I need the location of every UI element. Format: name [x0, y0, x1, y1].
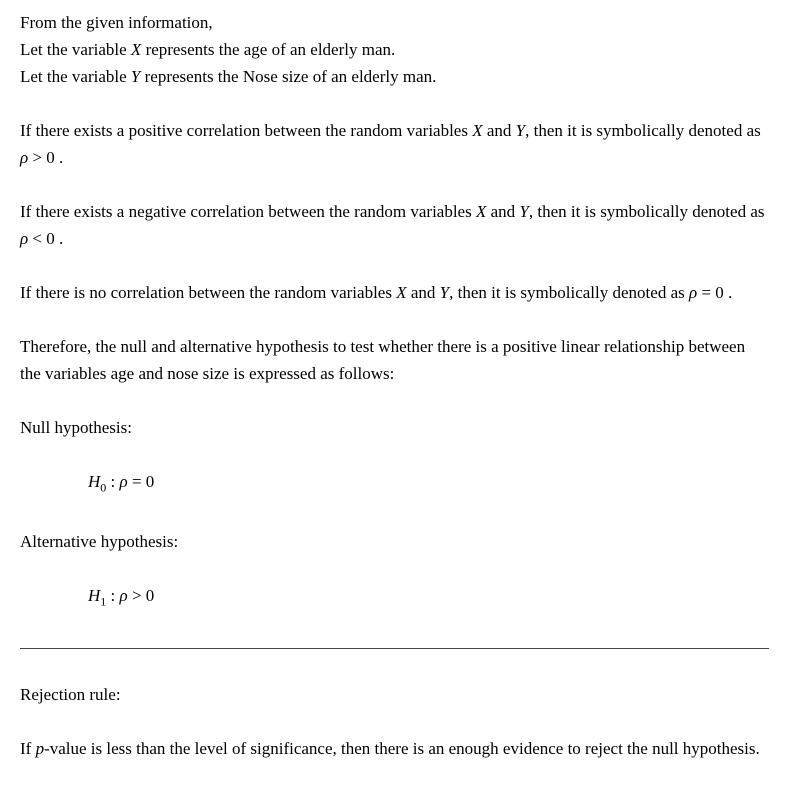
var-x: X: [475, 202, 487, 221]
null-hypothesis-label: Null hypothesis:: [20, 418, 132, 437]
divider: [20, 648, 769, 649]
rejection-rule-label: Rejection rule:: [20, 684, 121, 704]
intro-paragraph: [20, 9, 769, 90]
rho-symbol: ρ: [20, 229, 29, 248]
null-hypothesis-formula: [20, 468, 769, 501]
text-segment: = 0 .: [697, 283, 733, 302]
positive-correlation-paragraph: [20, 117, 769, 171]
rejection-rule-paragraph: [20, 735, 769, 762]
var-y: Y: [515, 121, 526, 140]
subscript-zero: 0: [100, 480, 107, 495]
text-segment: > 0: [127, 586, 155, 606]
text-segment: :: [106, 586, 120, 606]
text-segment: Let the variable: [20, 40, 131, 59]
var-x: X: [472, 121, 483, 140]
text-segment: -value is less than the level of significance, then there is an enough evidence to reject the null hypothesis.: [44, 738, 760, 758]
rho-symbol: ρ: [119, 472, 128, 491]
var-y: Y: [519, 202, 529, 221]
text-segment: < 0 .: [28, 229, 64, 248]
subscript-one: 1: [100, 594, 107, 609]
text-segment: Let the variable: [20, 67, 131, 86]
negative-correlation-paragraph: [20, 198, 769, 252]
therefore-paragraph: Therefore, the null and alternative hypothesis to test whether there is a positive linear relationship between the variables age and nose size is expressed as follows:: [20, 337, 746, 383]
text-segment: If there exists a positive correlation between the random variables: [20, 121, 473, 140]
rho-symbol: ρ: [688, 283, 698, 302]
p-value-symbol: p: [35, 738, 45, 758]
rho-symbol: ρ: [20, 148, 29, 167]
alternative-hypothesis-formula: [20, 582, 769, 615]
var-y: Y: [439, 283, 450, 302]
no-correlation-paragraph: [20, 279, 769, 306]
rho-symbol: ρ: [119, 586, 128, 606]
text-segment: represents the Nose size of an elderly man.: [140, 67, 437, 86]
text-segment: If there exists a negative correlation between the random variables: [20, 202, 476, 221]
text-segment: , then it is symbolically denoted as: [528, 202, 765, 221]
intro-line-1: From the given information,: [20, 13, 213, 32]
h-symbol: H: [88, 472, 101, 491]
text-segment: , then it is symbolically denoted as: [449, 283, 689, 302]
var-y: Y: [130, 67, 141, 86]
text-segment: = 0: [127, 472, 155, 491]
text-segment: If there is no correlation between the random variables: [20, 283, 397, 302]
alternative-hypothesis-label: Alternative hypothesis:: [20, 532, 179, 552]
var-x: X: [396, 283, 407, 302]
text-segment: > 0 .: [28, 148, 64, 167]
var-x: X: [130, 40, 142, 59]
text-segment: , then it is symbolically denoted as: [525, 121, 761, 140]
text-segment: If: [20, 738, 36, 758]
h-symbol: H: [88, 586, 101, 606]
text-segment: and: [406, 283, 440, 302]
text-segment: represents the age of an elderly man.: [141, 40, 396, 59]
text-segment: and: [486, 202, 520, 221]
text-segment: :: [106, 472, 120, 491]
text-segment: and: [482, 121, 516, 140]
